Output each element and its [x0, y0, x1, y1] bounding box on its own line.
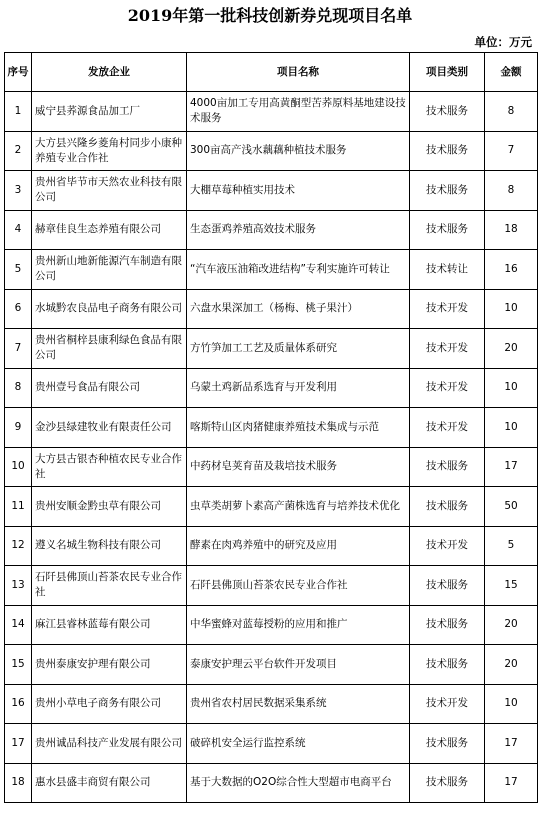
- table-row: [5, 447, 538, 487]
- company-cell: 水城黔农良品电子商务有限公司: [32, 289, 187, 329]
- type-cell: 技术开发: [410, 329, 485, 369]
- project-cell: 乌蒙土鸡新品系选育与开发利用: [187, 368, 410, 408]
- project-cell: 大棚草莓种植实用技术: [187, 171, 410, 211]
- page-title: 2019年第一批科技创新券兑现项目名单: [127, 6, 413, 25]
- project-cell: 方竹笋加工工艺及质量体系研究: [187, 329, 410, 369]
- project-cell: 中华蜜蜂对蓝莓授粉的应用和推广: [187, 605, 410, 645]
- company-cell: 贵州新山地新能源汽车制造有限公司: [32, 250, 187, 290]
- table-row: [5, 92, 538, 132]
- project-cell: 基于大数据的O2O综合性大型超市电商平台: [187, 763, 410, 803]
- type-cell: 技术服务: [410, 645, 485, 685]
- row-number: 9: [5, 408, 32, 448]
- row-number: 13: [5, 566, 32, 606]
- project-cell: 破碎机安全运行监控系统: [187, 724, 410, 764]
- row-number: 5: [5, 250, 32, 290]
- type-cell: 技术开发: [410, 526, 485, 566]
- table-row: [5, 250, 538, 290]
- column-header-company: 发放企业: [32, 53, 187, 92]
- project-cell: 300亩高产浅水藕藕种植技术服务: [187, 131, 410, 171]
- row-number: 4: [5, 210, 32, 250]
- row-number: 18: [5, 763, 32, 803]
- amount-cell: 8: [485, 171, 538, 211]
- type-cell: 技术服务: [410, 171, 485, 211]
- row-number: 3: [5, 171, 32, 211]
- amount-cell: 20: [485, 329, 538, 369]
- table-row: [5, 605, 538, 645]
- type-cell: 技术服务: [410, 605, 485, 645]
- row-number: 10: [5, 447, 32, 487]
- project-cell: 虫草类胡萝卜素高产菌株选育与培养技术优化: [187, 487, 410, 527]
- company-cell: 大方县古银杏种植农民专业合作社: [32, 447, 187, 487]
- company-cell: 大方县兴隆乡菱角村同步小康种养殖专业合作社: [32, 131, 187, 171]
- amount-cell: 17: [485, 763, 538, 803]
- column-header-project: 项目名称: [187, 53, 410, 92]
- amount-cell: 18: [485, 210, 538, 250]
- amount-cell: 10: [485, 368, 538, 408]
- type-cell: 技术开发: [410, 684, 485, 724]
- column-header-amount: 金额: [485, 53, 538, 92]
- row-number: 1: [5, 92, 32, 132]
- project-cell: 六盘水果深加工（杨梅、桃子果汁）: [187, 289, 410, 329]
- table-row: [5, 684, 538, 724]
- project-cell: 酵素在肉鸡养殖中的研究及应用: [187, 526, 410, 566]
- row-number: 11: [5, 487, 32, 527]
- type-cell: 技术服务: [410, 566, 485, 606]
- project-cell: 生态蛋鸡养殖高效技术服务: [187, 210, 410, 250]
- company-cell: 惠水县盛丰商贸有限公司: [32, 763, 187, 803]
- type-cell: 技术服务: [410, 92, 485, 132]
- type-cell: 技术开发: [410, 368, 485, 408]
- company-cell: 遵义名城生物科技有限公司: [32, 526, 187, 566]
- row-number: 7: [5, 329, 32, 369]
- row-number: 6: [5, 289, 32, 329]
- table-row: [5, 131, 538, 171]
- company-cell: 贵州省桐梓县康利绿色食品有限公司: [32, 329, 187, 369]
- row-number: 17: [5, 724, 32, 764]
- company-cell: 威宁县荞源食品加工厂: [32, 92, 187, 132]
- project-cell: 喀斯特山区肉猪健康养殖技术集成与示范: [187, 408, 410, 448]
- company-cell: 贵州壹号食品有限公司: [32, 368, 187, 408]
- column-header-seq: 序号: [5, 53, 32, 92]
- table-row: [5, 329, 538, 369]
- amount-cell: 15: [485, 566, 538, 606]
- company-cell: 金沙县绿建牧业有限责任公司: [32, 408, 187, 448]
- amount-cell: 7: [485, 131, 538, 171]
- company-cell: 贵州安顺金黔虫草有限公司: [32, 487, 187, 527]
- amount-cell: 10: [485, 289, 538, 329]
- company-cell: 麻江县睿林蓝莓有限公司: [32, 605, 187, 645]
- project-cell: 中药材皂荚育苗及栽培技术服务: [187, 447, 410, 487]
- type-cell: 技术服务: [410, 131, 485, 171]
- company-cell: 贵州泰康安护理有限公司: [32, 645, 187, 685]
- amount-cell: 20: [485, 605, 538, 645]
- amount-cell: 10: [485, 684, 538, 724]
- company-cell: 赫章佳良生态养殖有限公司: [32, 210, 187, 250]
- table-row: [5, 408, 538, 448]
- project-cell: 4000亩加工专用高黄酮型苦荞原料基地建设技术服务: [187, 92, 410, 132]
- column-header-type: 项目类别: [410, 53, 485, 92]
- table-row: [5, 210, 538, 250]
- amount-cell: 8: [485, 92, 538, 132]
- project-cell: 泰康安护理云平台软件开发项目: [187, 645, 410, 685]
- type-cell: 技术服务: [410, 210, 485, 250]
- table-header-row: [5, 53, 538, 92]
- amount-cell: 17: [485, 724, 538, 764]
- amount-cell: 20: [485, 645, 538, 685]
- table-row: [5, 724, 538, 764]
- amount-cell: 5: [485, 526, 538, 566]
- type-cell: 技术服务: [410, 763, 485, 803]
- company-cell: 贵州省毕节市天然农业科技有限公司: [32, 171, 187, 211]
- type-cell: 技术开发: [410, 289, 485, 329]
- project-table: [4, 52, 538, 803]
- type-cell: 技术服务: [410, 447, 485, 487]
- row-number: 15: [5, 645, 32, 685]
- table-row: [5, 645, 538, 685]
- table-row: [5, 368, 538, 408]
- unit-label: 单位：万元: [474, 35, 532, 49]
- type-cell: 技术服务: [410, 487, 485, 527]
- table-row: [5, 566, 538, 606]
- project-cell: 石阡县佛顶山苔茶农民专业合作社: [187, 566, 410, 606]
- row-number: 8: [5, 368, 32, 408]
- project-cell: 贵州省农村居民数据采集系统: [187, 684, 410, 724]
- row-number: 16: [5, 684, 32, 724]
- row-number: 12: [5, 526, 32, 566]
- company-cell: 贵州小草电子商务有限公司: [32, 684, 187, 724]
- amount-cell: 10: [485, 408, 538, 448]
- type-cell: 技术转让: [410, 250, 485, 290]
- project-cell: “汽车液压油箱改进结构”专利实施许可转让: [187, 250, 410, 290]
- amount-cell: 50: [485, 487, 538, 527]
- amount-cell: 17: [485, 447, 538, 487]
- row-number: 2: [5, 131, 32, 171]
- table-row: [5, 487, 538, 527]
- company-cell: 贵州诚品科技产业发展有限公司: [32, 724, 187, 764]
- table-row: [5, 526, 538, 566]
- table-row: [5, 171, 538, 211]
- type-cell: 技术服务: [410, 724, 485, 764]
- row-number: 14: [5, 605, 32, 645]
- type-cell: 技术开发: [410, 408, 485, 448]
- table-row: [5, 289, 538, 329]
- company-cell: 石阡县佛顶山苔茶农民专业合作社: [32, 566, 187, 606]
- amount-cell: 16: [485, 250, 538, 290]
- table-row: [5, 763, 538, 803]
